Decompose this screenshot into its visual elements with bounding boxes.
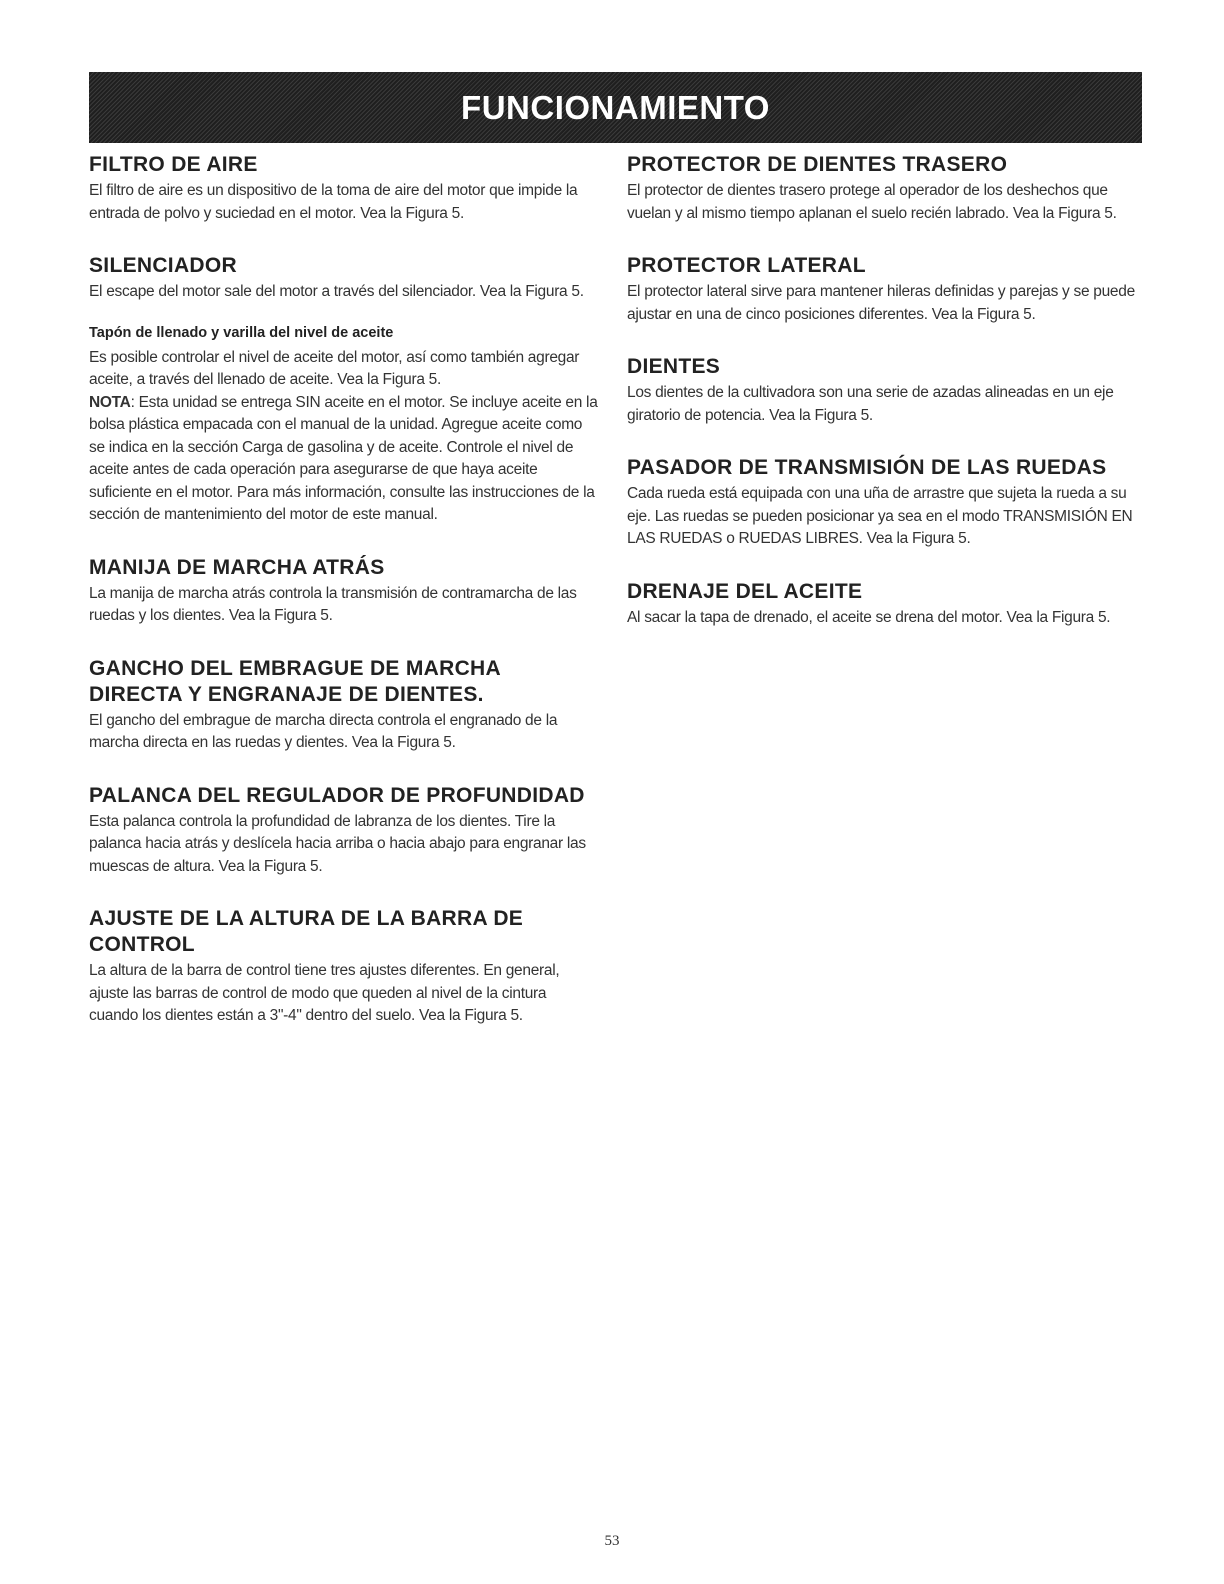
section-silenciador bbox=[89, 253, 599, 304]
section-body: Los dientes de la cultivadora son una serie de azadas alineadas en un eje giratorio de potencia. Vea la Figura 5. bbox=[627, 384, 1114, 424]
section-ajuste-de-la-altura bbox=[89, 906, 599, 1028]
section-body: El gancho del embrague de marcha directa controla el engranado de la marcha directa en las ruedas y dientes. Vea la Figura 5. bbox=[89, 711, 558, 751]
section-heading: SILENCIADOR bbox=[89, 254, 237, 277]
left-column bbox=[89, 152, 599, 1028]
section-heading: PROTECTOR DE DIENTES TRASERO bbox=[627, 153, 1008, 176]
section-heading: PASADOR DE TRANSMISIÓN DE LAS RUEDAS bbox=[627, 456, 1107, 479]
section-body: El protector lateral sirve para mantener hileras definidas y parejas y se puede ajustar en una de cinco posiciones diferentes. Vea la Figura 5. bbox=[627, 283, 1135, 323]
section-body: El protector de dientes trasero protege al operador de los deshechos que vuelan y al mismo tiempo aplanan el suelo recién labrado. Vea la Figura 5. bbox=[627, 182, 1117, 222]
section-heading: FILTRO DE AIRE bbox=[89, 153, 258, 176]
section-subheading: Tapón de llenado y varilla del nivel de aceite bbox=[89, 324, 394, 341]
section-dientes bbox=[627, 354, 1142, 427]
note-paragraph bbox=[89, 392, 599, 527]
section-body: El filtro de aire es un dispositivo de la toma de aire del motor que impide la entrada de polvo y suciedad en el motor. Vea la Figura 5. bbox=[89, 182, 578, 222]
section-manija-de-marcha-atras bbox=[89, 555, 599, 628]
section-body: Esta palanca controla la profundidad de labranza de los dientes. Tire la palanca hacia atrás y deslícela hacia arriba o hacia abajo para engranar las muescas de altura. Vea la Figura 5. bbox=[89, 812, 586, 875]
section-drenaje-del-aceite bbox=[627, 579, 1142, 630]
note-label: NOTA bbox=[89, 393, 131, 411]
section-heading: AJUSTE DE LA ALTURA DE LA BARRA DE CONTROL bbox=[89, 907, 524, 956]
section-heading: MANIJA DE MARCHA ATRÁS bbox=[89, 555, 385, 579]
section-body: Cada rueda está equipada con una uña de arrastre que sujeta la rueda a su eje. Las ruedas se pueden posicionar ya sea en el modo TRANSMISIÓN EN LAS RUEDAS o RUEDAS LIBRES. Vea la Figura 5. bbox=[627, 485, 1133, 547]
section-body: La manija de marcha atrás controla la transmisión de contramarcha de las ruedas y los dientes. Vea la Figura 5. bbox=[89, 584, 577, 624]
page-number: 53 bbox=[604, 1533, 620, 1549]
page-title: FUNCIONAMIENTO bbox=[461, 88, 770, 126]
section-filtro-de-aire bbox=[89, 152, 599, 225]
note-text: : Esta unidad se entrega SIN aceite en el motor. Se incluye aceite en la bolsa plástica empacada con el manual de la unidad. Agregue aceite como se indica en la sección Carga de gasolina y de aceite. Controle el nivel de aceite antes de cada operación para asegurarse de que haya aceite suficiente en el motor. Para más información, consulte las instrucciones de la sección de mantenimiento del motor de este manual. bbox=[89, 393, 598, 523]
right-column bbox=[627, 152, 1142, 629]
section-protector-de-dientes-trasero bbox=[627, 152, 1142, 225]
section-heading: DRENAJE DEL ACEITE bbox=[627, 579, 863, 603]
section-body: Es posible controlar el nivel de aceite del motor, así como también agregar aceite, a través del llenado de aceite. Vea la Figura 5. bbox=[89, 348, 580, 388]
section-palanca-del-regulador bbox=[89, 783, 599, 879]
section-heading: PALANCA DEL REGULADOR DE PROFUNDIDAD bbox=[89, 783, 585, 807]
section-body: Al sacar la tapa de drenado, el aceite se drena del motor. Vea la Figura 5. bbox=[627, 608, 1111, 626]
section-gancho-del-embrague bbox=[89, 656, 599, 755]
section-heading: DIENTES bbox=[627, 355, 721, 378]
section-body: La altura de la barra de control tiene tres ajustes diferentes. En general, ajuste las barras de control de modo que queden al nivel de la cintura cuando los dientes están a 3"-4" dentro del suelo. Vea la Figura 5. bbox=[89, 962, 560, 1024]
section-body: El escape del motor sale del motor a través del silenciador. Vea la Figura 5. bbox=[89, 283, 584, 300]
section-heading: PROTECTOR LATERAL bbox=[627, 254, 866, 277]
section-pasador-de-transmision bbox=[627, 455, 1142, 551]
section-banner bbox=[89, 72, 1142, 143]
section-protector-lateral bbox=[627, 253, 1142, 326]
section-tapon-de-llenado bbox=[89, 324, 599, 527]
section-heading: GANCHO DEL EMBRAGUE DE MARCHA DIRECTA Y ENGRANAJE DE DIENTES. bbox=[89, 656, 501, 706]
